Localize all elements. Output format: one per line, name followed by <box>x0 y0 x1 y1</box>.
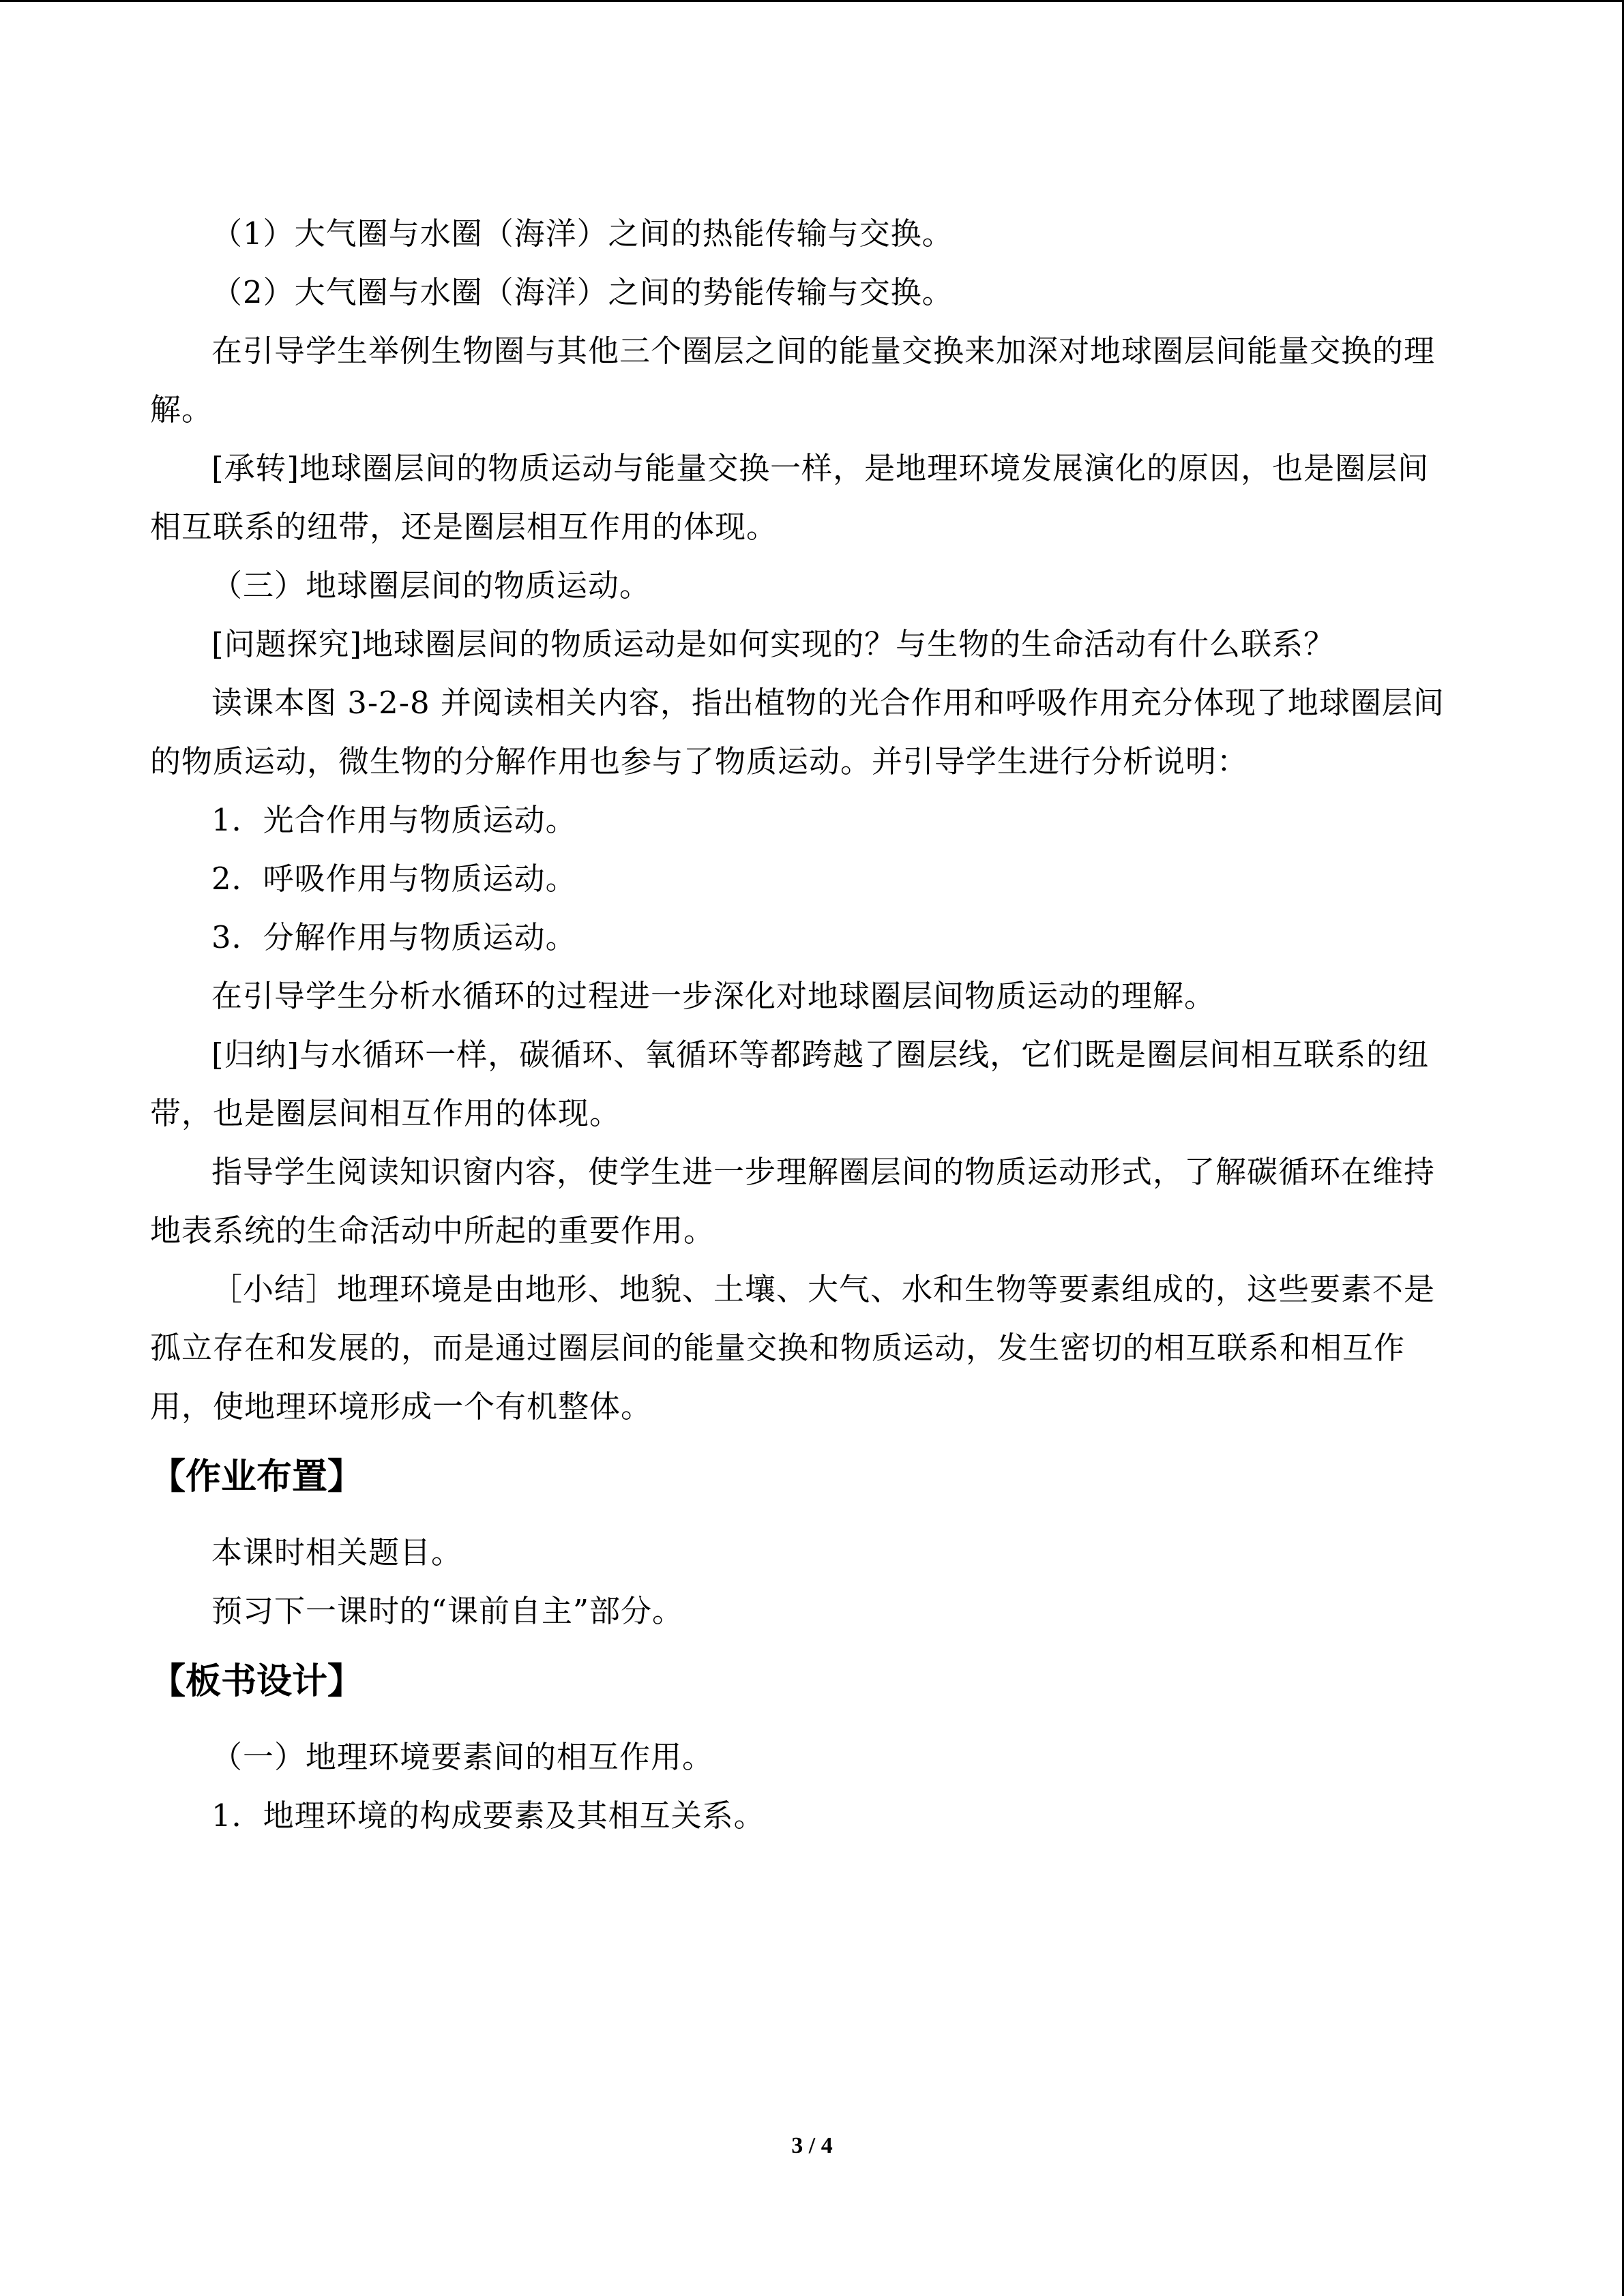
list-item: 3．分解作用与物质运动。 <box>211 919 577 955</box>
paragraph: 读课本图 3-2-8 并阅读相关内容，指出植物的光合作用和呼吸作用充分体现了地球圈层间的物质运动，微生物的分解作用也参与了物质运动。并引导学生进行分析说明： <box>150 685 1445 779</box>
paragraph: 本课时相关题目。 <box>211 1534 463 1570</box>
paragraph: 在引导学生举例生物圈与其他三个圈层之间的能量交换来加深对地球圈层间能量交换的理解。 <box>150 333 1436 428</box>
document-body <box>150 205 1460 1845</box>
list-item: 1．光合作用与物质运动。 <box>211 802 577 838</box>
paragraph: 预习下一课时的“课前自主”部分。 <box>211 1593 684 1629</box>
page-number: 3 / 4 <box>791 2133 833 2158</box>
paragraph: ［小结］地理环境是由地形、地貌、土壤、大气、水和生物等要素组成的，这些要素不是孤立存在和发展的，而是通过圈层间的能量交换和物质运动，发生密切的相互联系和相互作用，使地理环境形成一个有机整体。 <box>150 1271 1436 1425</box>
paragraph: [问题探究]地球圈层间的物质运动是如何实现的？与生物的生命活动有什么联系？ <box>211 626 1335 662</box>
paragraph: （三）地球圈层间的物质运动。 <box>211 567 651 603</box>
paragraph: [承转]地球圈层间的物质运动与能量交换一样，是地理环境发展演化的原因，也是圈层间相互联系的纽带，还是圈层相互作用的体现。 <box>150 450 1430 545</box>
list-item: 2．呼吸作用与物质运动。 <box>211 861 577 897</box>
paragraph: 指导学生阅读知识窗内容，使学生进一步理解圈层间的物质运动形式，了解碳循环在维持地表系统的生命活动中所起的重要作用。 <box>150 1154 1436 1249</box>
page-border-top <box>0 0 1624 2</box>
section-heading-board-design: 【板书设计】 <box>150 1661 364 1702</box>
section-heading-homework: 【作业布置】 <box>150 1457 364 1497</box>
paragraph: （1）大气圈与水圈（海洋）之间的热能传输与交换。 <box>211 215 954 252</box>
paragraph: [归纳]与水循环一样，碳循环、氧循环等都跨越了圈层线，它们既是圈层间相互联系的纽带，也是圈层间相互作用的体现。 <box>150 1037 1430 1131</box>
paragraph: 在引导学生分析水循环的过程进一步深化对地球圈层间物质运动的理解。 <box>211 978 1216 1014</box>
paragraph: （一）地理环境要素间的相互作用。 <box>211 1739 714 1775</box>
list-item: 1．地理环境的构成要素及其相互关系。 <box>211 1798 765 1834</box>
paragraph: （2）大气圈与水圈（海洋）之间的势能传输与交换。 <box>211 274 954 310</box>
